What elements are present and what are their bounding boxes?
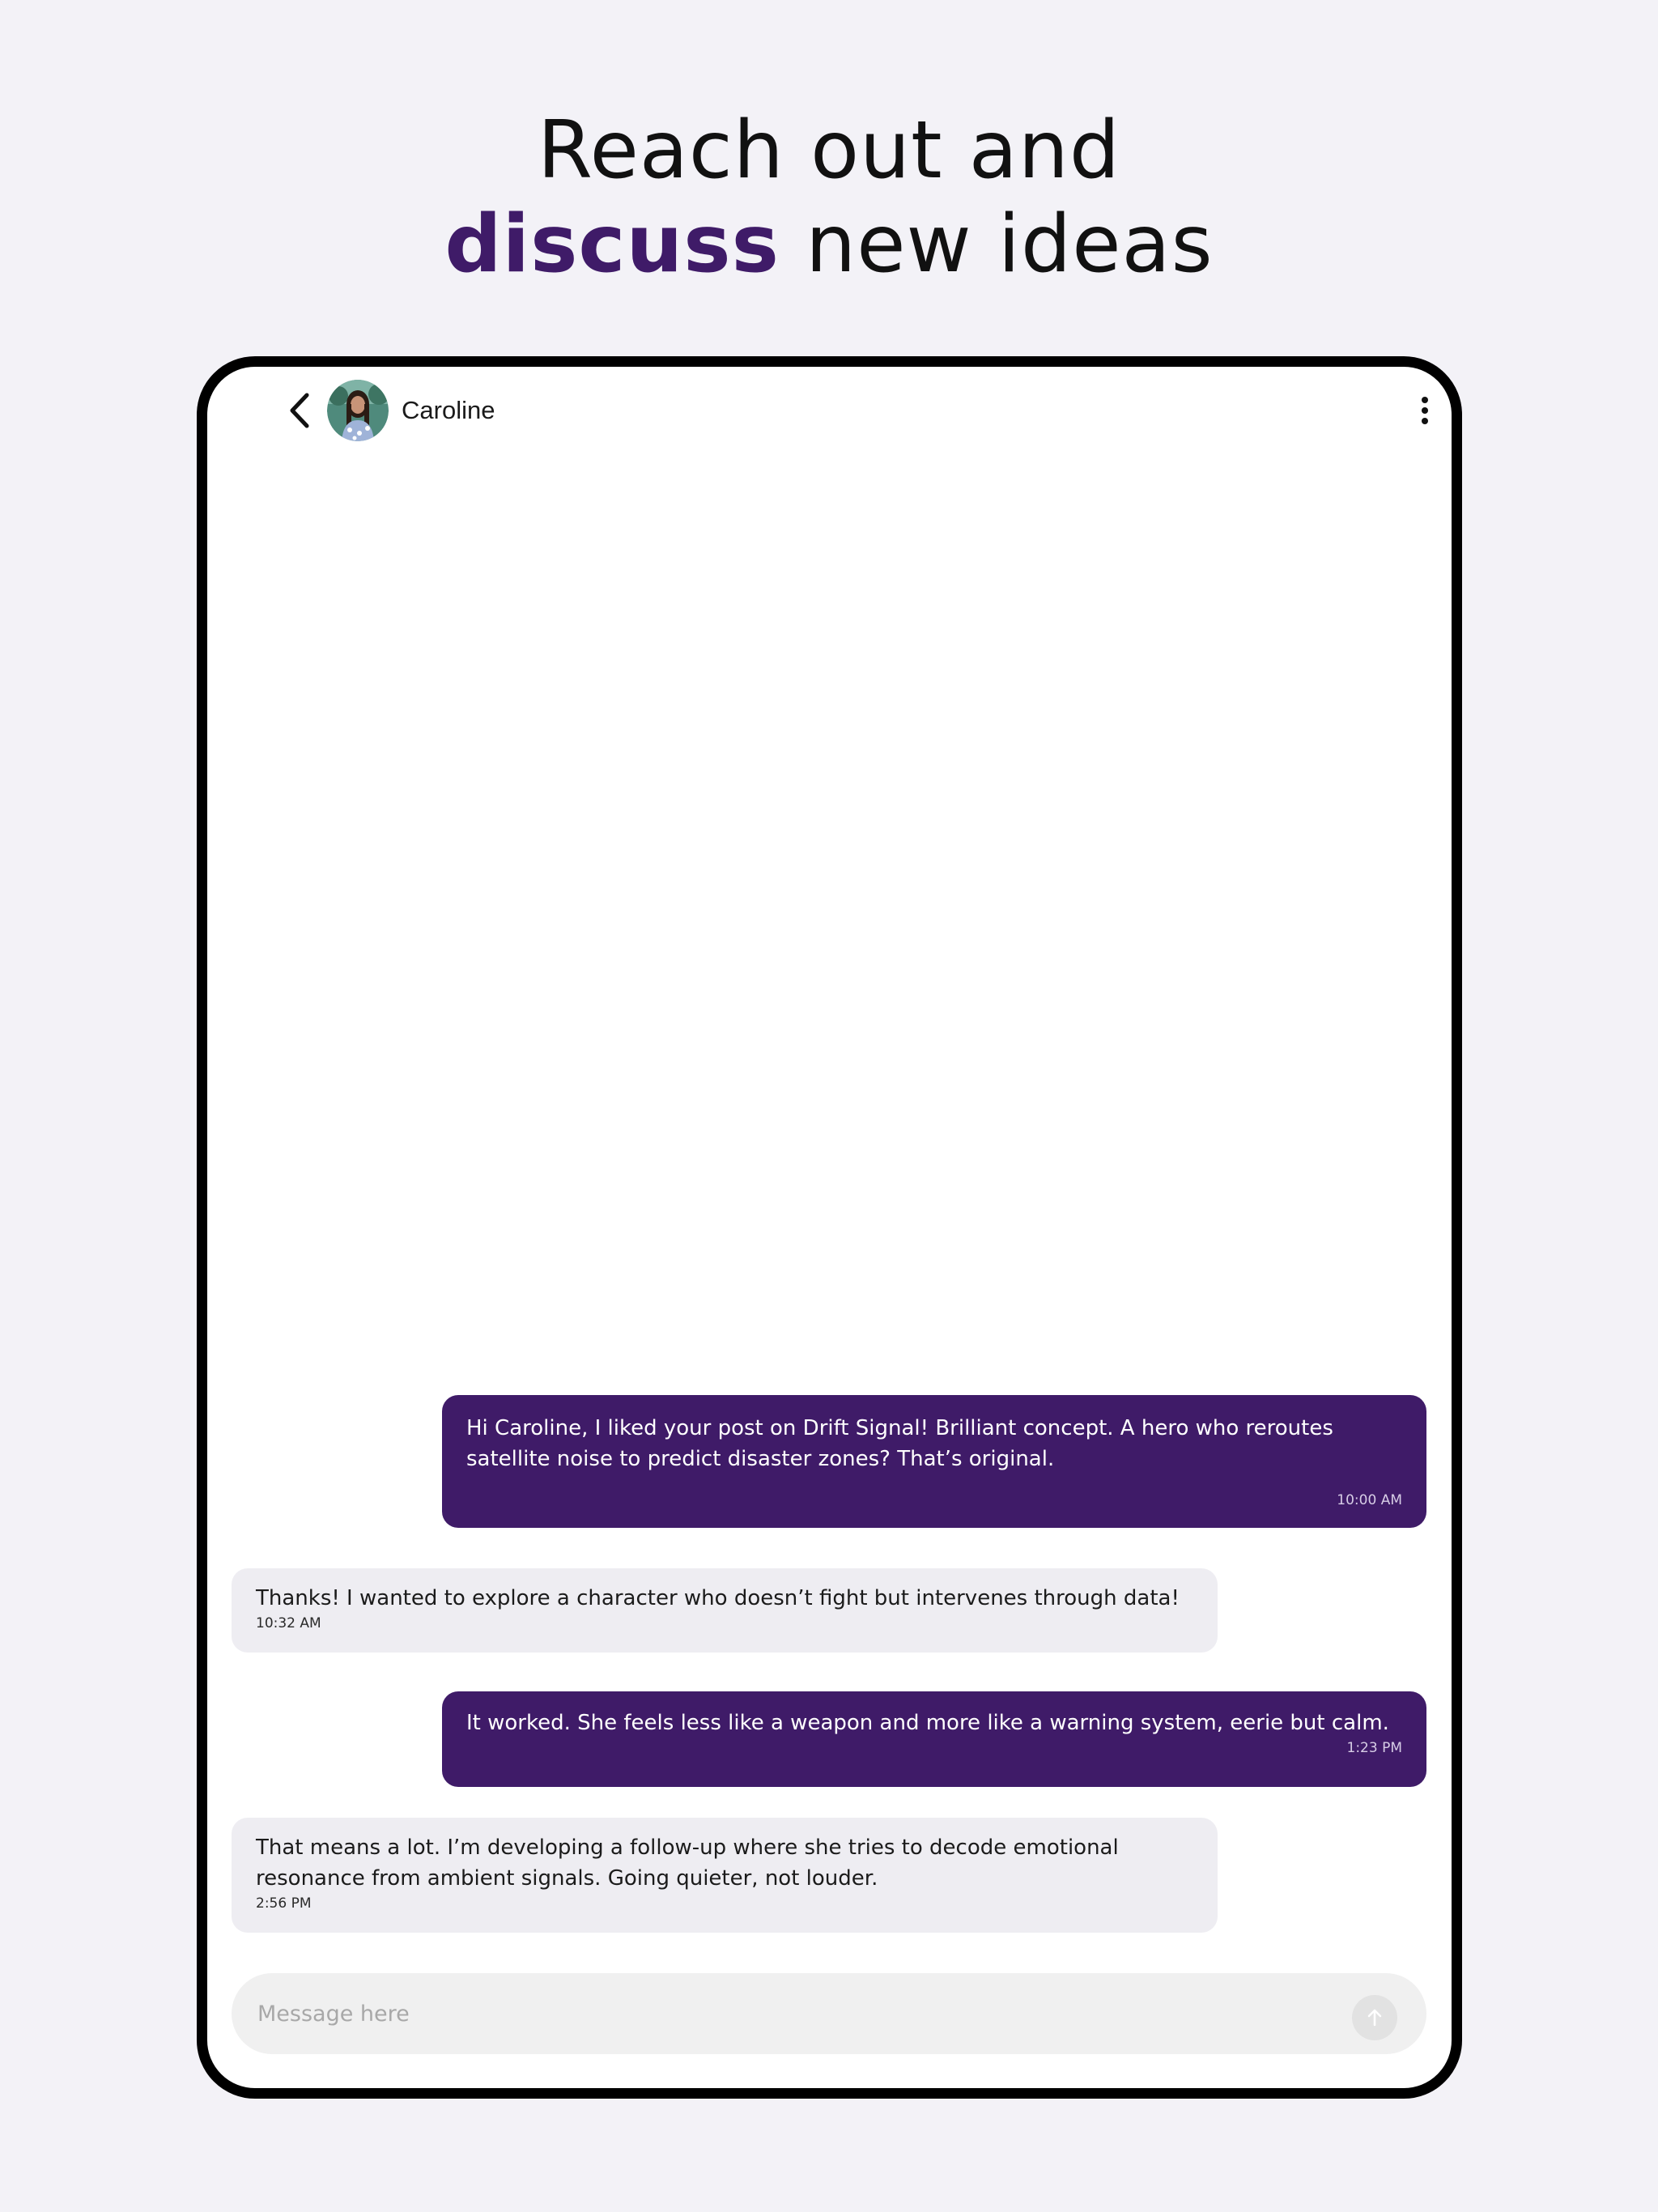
incoming-message[interactable] (232, 1568, 1218, 1653)
headline-line-2-rest: new ideas (779, 198, 1214, 291)
message-composer (232, 1973, 1426, 2054)
message-text: It worked. She feels less like a weapon and more like a warning system, eerie but calm. (466, 1711, 1389, 1735)
message-timestamp: 10:32 AM (256, 1615, 321, 1631)
more-vertical-icon-dot (1422, 397, 1428, 403)
message-text: Thanks! I wanted to explore a character who doesn’t fight but intervenes through data! (256, 1586, 1180, 1610)
avatar[interactable] (327, 380, 389, 441)
message-input[interactable] (257, 1991, 1310, 2036)
message-text: Hi Caroline, I liked your post on Drift Signal! Brilliant concept. A hero who reroutes satellite noise to predict disaster zones? That’s original. (466, 1416, 1333, 1471)
arrow-up-icon (1365, 2007, 1384, 2028)
back-button[interactable] (278, 389, 321, 432)
contact-avatar-image (327, 380, 389, 441)
message-timestamp: 10:00 AM (1337, 1492, 1402, 1508)
chat-header (207, 367, 1452, 448)
contact-name[interactable]: Caroline (402, 396, 495, 424)
headline-line-1: Reach out and (537, 104, 1121, 197)
send-button[interactable] (1352, 1995, 1397, 2040)
marketing-headline (0, 104, 1658, 291)
message-timestamp: 2:56 PM (256, 1895, 312, 1912)
message-text: That means a lot. I’m developing a follow-up where she tries to decode emotional resonance from ambient signals. Going quieter, not louder. (256, 1836, 1119, 1891)
headline-line-2 (0, 198, 1658, 291)
more-vertical-icon-dot (1422, 418, 1428, 424)
message-timestamp: 1:23 PM (1346, 1740, 1402, 1756)
outgoing-message[interactable] (442, 1395, 1426, 1528)
more-vertical-icon-dot (1422, 407, 1428, 414)
chevron-left-icon (286, 392, 313, 429)
more-options-button[interactable] (1413, 391, 1437, 430)
tablet-frame (197, 356, 1462, 2099)
outgoing-message[interactable] (442, 1691, 1426, 1787)
headline-accent-word: discuss (444, 198, 780, 291)
incoming-message[interactable] (232, 1818, 1218, 1933)
